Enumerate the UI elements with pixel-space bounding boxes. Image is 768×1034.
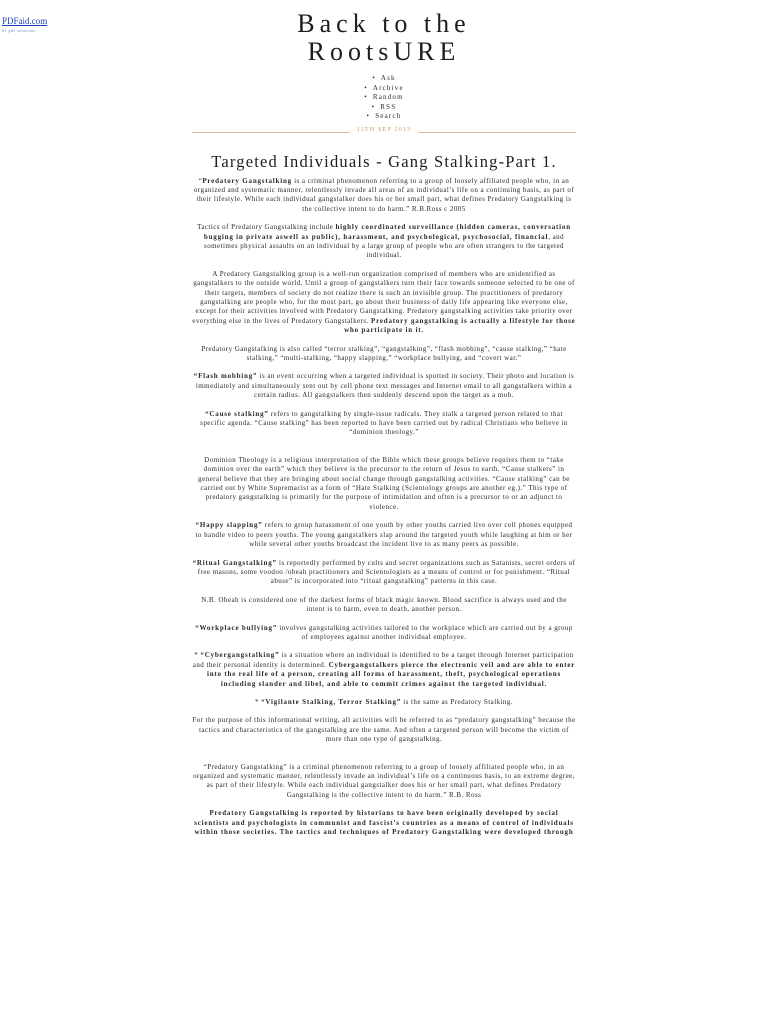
nav-link-search[interactable]: Search — [375, 112, 402, 120]
nav-link-archive[interactable]: Archive — [372, 83, 404, 92]
paragraph — [192, 763, 576, 801]
spacer — [192, 447, 576, 456]
divider-line — [418, 132, 576, 133]
post-title: Targeted Individuals - Gang Stalking-Part 1. — [211, 151, 557, 171]
bold-text: “Happy slapping” — [195, 521, 263, 530]
pdfaid-subtitle: #1 pdf solutions — [2, 28, 36, 33]
paragraph — [192, 223, 576, 261]
paragraph — [192, 372, 576, 400]
paragraph — [192, 270, 576, 336]
nav-item-ask[interactable] — [0, 74, 768, 84]
bold-text: Cybergangstalkers pierce the electronic veil and are able to enter into the real life of a person, creating all forms of harassment, theft, psychological operations including slander and libel, and able to commit crimes against the targeted individual. — [206, 660, 576, 688]
nav-item-random[interactable] — [0, 93, 768, 103]
paragraph — [192, 596, 576, 615]
bold-text: Predatory Gangstalking — [202, 176, 292, 185]
paragraph — [192, 345, 576, 364]
text: refers to gangstalking by single-issue radicals. They stalk a targeted person related to that specific agenda. “Cause stalking” has been reported to have been carried out by radical Christians who believe in “dominion theology.” — [200, 409, 568, 437]
paragraph — [192, 698, 576, 707]
paragraph — [192, 809, 576, 837]
text: “Predatory Gangstalking” is a criminal phenomenon referring to a group of loosely affiliated people who, in an organized and systematic manner, relentlessly invade an individual’s life on a continuous basis, to an extreme degree, as part of their lifestyle. While each individual gangstalker does his or her small part, what defines Predatory Gangstalking is the collective intent to do harm.” R.B. Ross — [193, 762, 575, 799]
bold-text: “Vigilante Stalking, Terror Stalking” — [261, 697, 402, 706]
paragraph — [192, 624, 576, 643]
bullet-icon: • — [371, 102, 376, 111]
bold-text: “Flash mobbing” — [193, 372, 258, 381]
text: is a situation where an individual is identified to be a target through Internet participation and their personal identity is determined. — [192, 651, 574, 669]
text: A Predatory Gangstalking group is a well-run organization comprised of members who are unidentified as gangstalkers to the outside world. Until a group of gangstalkers turn their face towards someone selected to be one of their targets, members of society do not realize there is such an invisible group. The practitioners of predatory gangstalking are people who, for the most part, go about their business of daily life appearing like everyone else, except for their activities involved with Predatory Gangstalking. Predatory gangstalking activities take priority over everything else in the lives of Predatory Gangstalkers. — [192, 269, 575, 325]
text: * — [194, 651, 201, 660]
text: Predatory Gangstalking is also called “terror stalking”, “gangstalking”, “flash mobbing”, “cause stalking,” “hate stalking,” “multi-stalking, “happy slapping,” “workplace bullying, and “covert war.” — [201, 344, 567, 362]
paragraph — [192, 559, 576, 587]
spacer — [192, 754, 576, 763]
paragraph — [192, 177, 576, 215]
bold-text: “Ritual Gangstalking” — [192, 558, 277, 567]
bold-text: highly coordinated surveillance (hidden cameras, conversation bugging in private aswell as public), harassment, and psychological, psychosocial, financial — [203, 223, 571, 241]
nav-item-search[interactable] — [0, 112, 768, 122]
text: , and sometimes physical assaults on an individual by a large group of people who are often strangers to the targeted individual. — [204, 232, 565, 260]
bold-text: Predatory Gangstalking is reported by historians to have been originally developed by social scientists and psychologists in communist and fascist’s countries as a means of control of individuals within those societies. The tactics and techniques of Predatory Gangstalking were developed through — [194, 809, 574, 837]
paragraph — [192, 521, 576, 549]
bullet-icon: • — [364, 83, 368, 92]
text: is a criminal phenomenon referring to a group of loosely affiliated people who, in an organized and systematic manner, relentlessly invade all areas of an individual’s life on a continuing basis, as part of their lifestyle. While each individual gangstalker does his or her small part, what defines Predatory Gangstalking is the collective intent to do harm.” R.B.Ross c 2005 — [193, 176, 575, 213]
text: Tactics of Predatory Gangstalking include — [197, 223, 336, 232]
text: “ — [198, 176, 203, 185]
paragraph — [192, 456, 576, 512]
bullet-icon: • — [372, 74, 376, 82]
paragraph — [192, 651, 576, 689]
bold-text: “Workplace bullying” — [195, 623, 278, 632]
nav-item-rss[interactable] — [0, 103, 768, 113]
nav-item-archive[interactable] — [0, 84, 768, 94]
text: For the purpose of this informational writing, all activities will be referred to as “predatory gangstalking” because the tactics and characteristics of the gangstalking are the same. And often a targeted person will become the victim of more than one type of gangstalking. — [192, 716, 576, 744]
paragraph — [192, 716, 576, 744]
text: is reportedly performed by cults and secret organizations such as Satanists, secret orders of free masons, some voodoo /obeah practitioners and Scientologists as a means of control or for punishment. “Ritual abuse” is incorporated into “ritual gangstalking” patterns in this case. — [197, 558, 576, 586]
bold-text: Predatory gangstalking is actually a lifestyle for those who participate in it. — [344, 316, 576, 335]
text: involves gangstalking activities tailored to the workplace which are carried out by a group of employees against another individual employee. — [277, 623, 573, 641]
text: Dominion Theology is a religious interpretation of the Bible which these groups believe requires them to “take dominion over the earth” which they believe is the precursor to the return of Jesus to earth. “Cause stalkers” in general believe that they are bringing about social change through gangstalking activities. “Cause stalking” can be carried out by White Supremacist as a form of “Hate Stalking (Scientology groups are another eg.).” This type of predatory gangstalking is primarily for the purpose of intimidation and often is a precursor to or an adjunct to violence. — [198, 455, 570, 511]
blog-title-line2: RootsURE — [307, 37, 461, 66]
bullet-icon: • — [364, 93, 368, 101]
blog-title[interactable] — [0, 10, 768, 66]
bold-text: “Cause stalking” — [205, 409, 269, 418]
text: is an event occurring when a targeted individual is spotted in society. Their photo and location is immediately and simultaneously sent out by cell phone text messages and Internet email to all gangstalkers within a certain radius. All gangstalkers then suddenly descend upon the target as a mob. — [195, 372, 575, 400]
text: * — [254, 697, 262, 706]
post-date[interactable]: 12TH SEP 2013 — [356, 126, 412, 133]
bullet-icon: • — [366, 112, 371, 120]
blog-nav — [0, 74, 768, 122]
nav-link-rss[interactable]: RSS — [380, 102, 397, 111]
post-date-row — [192, 126, 576, 140]
pdfaid-link[interactable]: PDFaid.com — [2, 16, 48, 26]
nav-link-ask[interactable]: Ask — [380, 74, 396, 82]
text: refers to group harassment of one youth by other youths carried live over cell phones equipped to handle video to peers youths. The young gangstalkers slap around the targeted youth while laughing at him or her while several other youths broadcast the incident live to as many peers as possible. — [195, 521, 573, 549]
pdfaid-watermark — [2, 12, 47, 33]
blog-title-line1: Back to the — [297, 9, 471, 38]
bold-text: “Cybergangstalking” — [200, 651, 280, 660]
nav-link-random[interactable]: Random — [372, 93, 404, 101]
paragraph — [192, 410, 576, 438]
text: is the same as Predatory Stalking. — [401, 697, 514, 706]
text: N.B. Obeah is considered one of the darkest forms of black magic known. Blood sacrifice is always used and the intent is to harm, even to death, another person. — [201, 595, 567, 614]
post-body — [192, 177, 576, 838]
